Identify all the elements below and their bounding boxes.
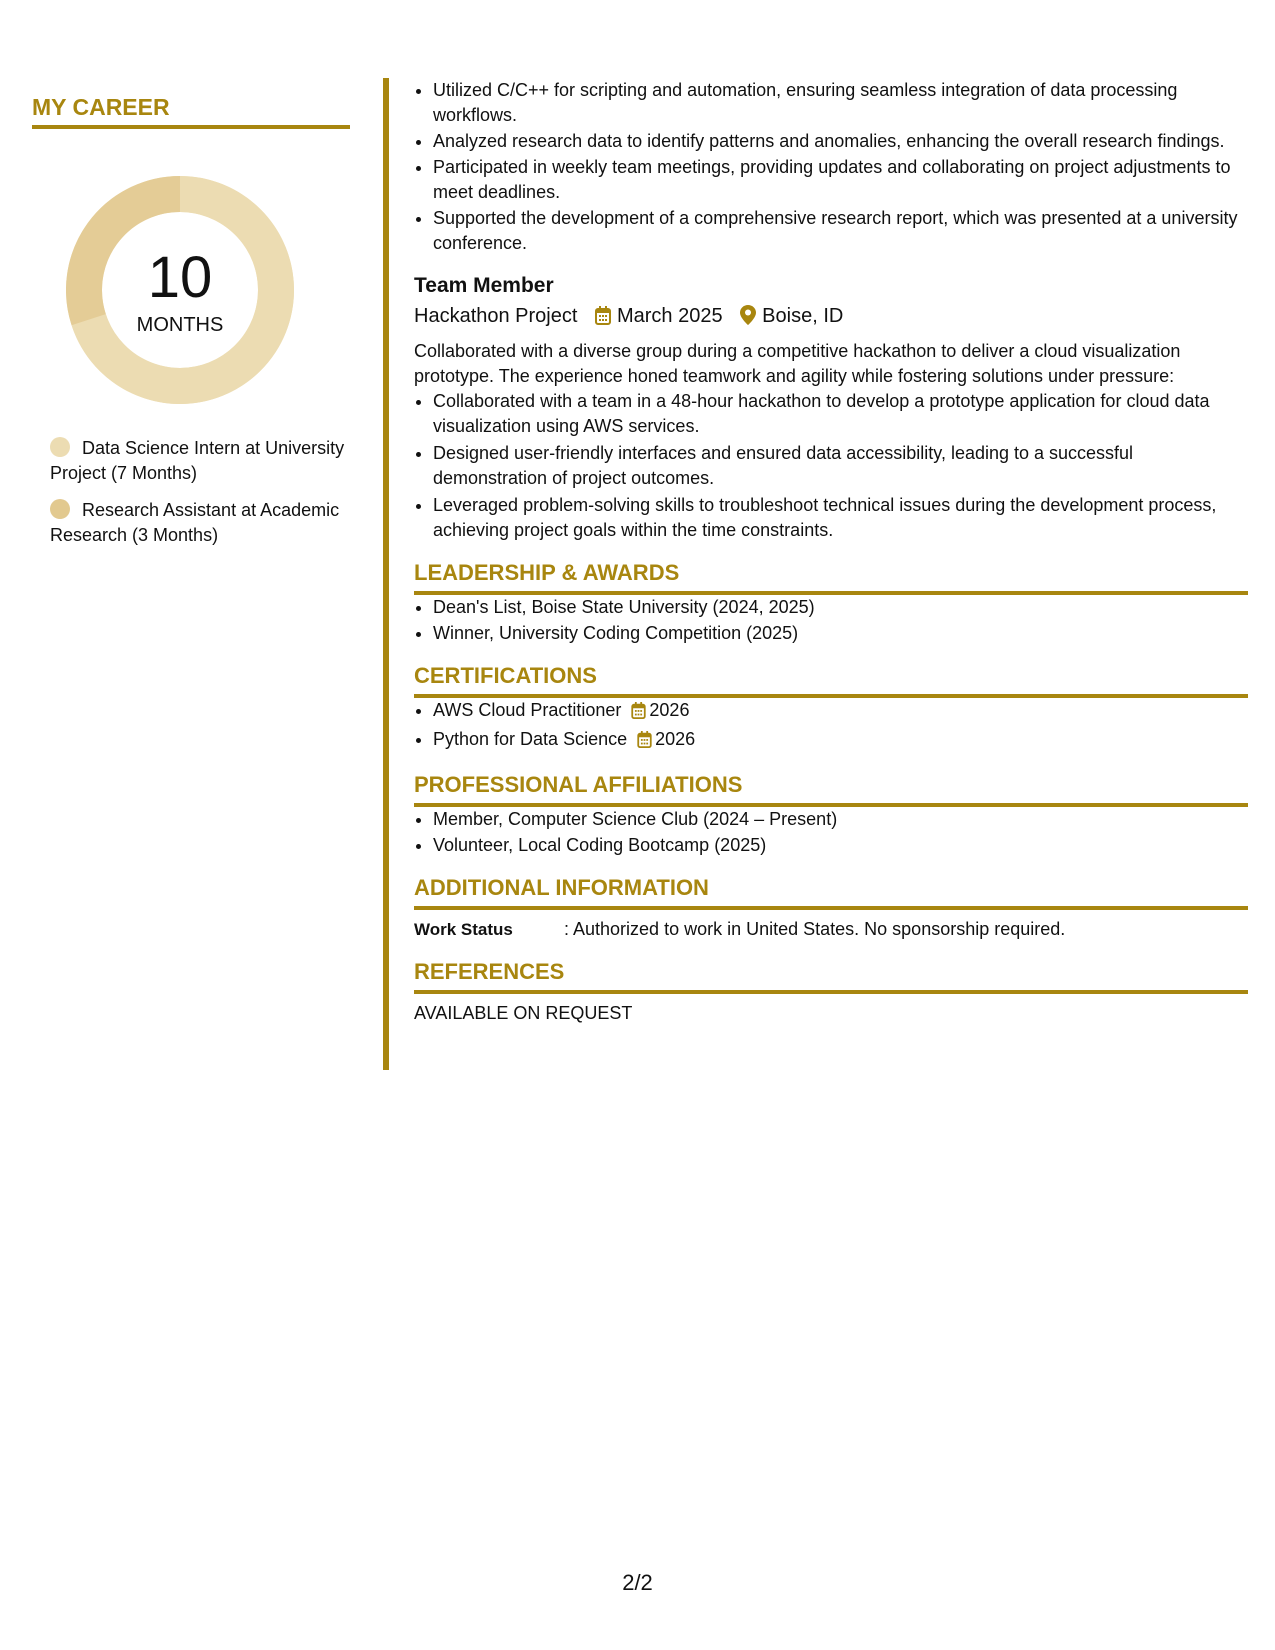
career-total-months: 10 (147, 245, 213, 310)
job-title: Team Member (414, 274, 554, 297)
map-pin-icon (740, 305, 756, 333)
list-item: • Supported the development of a comprehensive research report, which was presented at a university conference. (433, 206, 1248, 256)
calendar-icon (631, 701, 646, 726)
cert-name: AWS Cloud Practitioner (433, 700, 622, 720)
calendar-icon (637, 730, 652, 755)
list-item: • Leveraged problem-solving skills to troubleshoot technical issues during the development process, achieving project goals within the time constraints. (433, 493, 1248, 543)
list-item (433, 727, 1248, 755)
section-heading-certifications: CERTIFICATIONS (414, 661, 1248, 698)
legend-dot (50, 437, 70, 457)
job-location: Boise, ID (762, 305, 844, 327)
certifications-list (414, 698, 1248, 755)
donut-center (66, 176, 294, 404)
job-description: Collaborated with a diverse group during a competitive hackathon to deliver a cloud visualization prototype. The experience honed teamwork and agility while fostering solutions under pressure: (414, 341, 1181, 386)
list-item: • Member, Computer Science Club (2024 – Present) (433, 807, 1248, 832)
career-panel (32, 94, 350, 545)
cert-year: 2026 (655, 729, 696, 749)
list-item: • Collaborated with a team in a 48-hour hackathon to develop a prototype application for cloud data visualization using AWS services. (433, 389, 1248, 439)
calendar-icon (595, 305, 611, 333)
work-status-value: : Authorized to work in United States. No sponsorship required. (564, 919, 1066, 939)
cert-name: Python for Data Science (433, 729, 628, 749)
list-item: • Volunteer, Local Coding Bootcamp (2025) (433, 833, 1248, 858)
column-divider (383, 78, 389, 1070)
career-heading: MY CAREER (32, 94, 170, 120)
legend-label: Data Science Intern at University Project (7 Months) (50, 438, 345, 483)
list-item: • Analyzed research data to identify patterns and anomalies, enhancing the overall research findings. (433, 129, 1248, 154)
job-meta (414, 302, 1248, 333)
section-heading-references: REFERENCES (414, 957, 1248, 994)
work-status-row (414, 917, 1248, 942)
job-company: Hackathon Project (414, 305, 578, 327)
references-text: AVAILABLE ON REQUEST (414, 1003, 633, 1023)
job-bullets (414, 389, 1248, 543)
prev-job-bullets (414, 78, 1248, 256)
section-heading-affiliations: PROFESSIONAL AFFILIATIONS (414, 770, 1248, 807)
list-item (433, 698, 1248, 726)
legend-item (50, 436, 350, 486)
section-heading-additional: ADDITIONAL INFORMATION (414, 873, 1248, 910)
career-heading-rule (32, 125, 350, 129)
cert-year: 2026 (649, 700, 690, 720)
section-heading-leadership: LEADERSHIP & AWARDS (414, 558, 1248, 595)
career-donut-chart (66, 176, 294, 404)
main-content (414, 78, 1248, 1026)
work-status-label: Work Status (414, 920, 513, 939)
list-item: • Utilized C/C++ for scripting and automation, ensuring seamless integration of data processing workflows. (433, 78, 1248, 128)
list-item: • Winner, University Coding Competition (2025) (433, 621, 1248, 646)
career-total-unit: MONTHS (136, 314, 224, 336)
job-date: March 2025 (616, 305, 723, 327)
career-legend (50, 436, 350, 560)
legend-item (50, 498, 350, 548)
page-number: 2/2 (622, 1570, 653, 1595)
leadership-list (414, 595, 1248, 646)
affiliations-list (414, 807, 1248, 858)
list-item: • Designed user-friendly interfaces and ensured data accessibility, leading to a successful demonstration of project outcomes. (433, 441, 1248, 491)
list-item: • Participated in weekly team meetings, providing updates and collaborating on project adjustments to meet deadlines. (433, 155, 1248, 205)
legend-label: Research Assistant at Academic Research (3 Months) (50, 500, 340, 545)
list-item: • Dean's List, Boise State University (2024, 2025) (433, 595, 1248, 620)
legend-dot (50, 499, 70, 519)
